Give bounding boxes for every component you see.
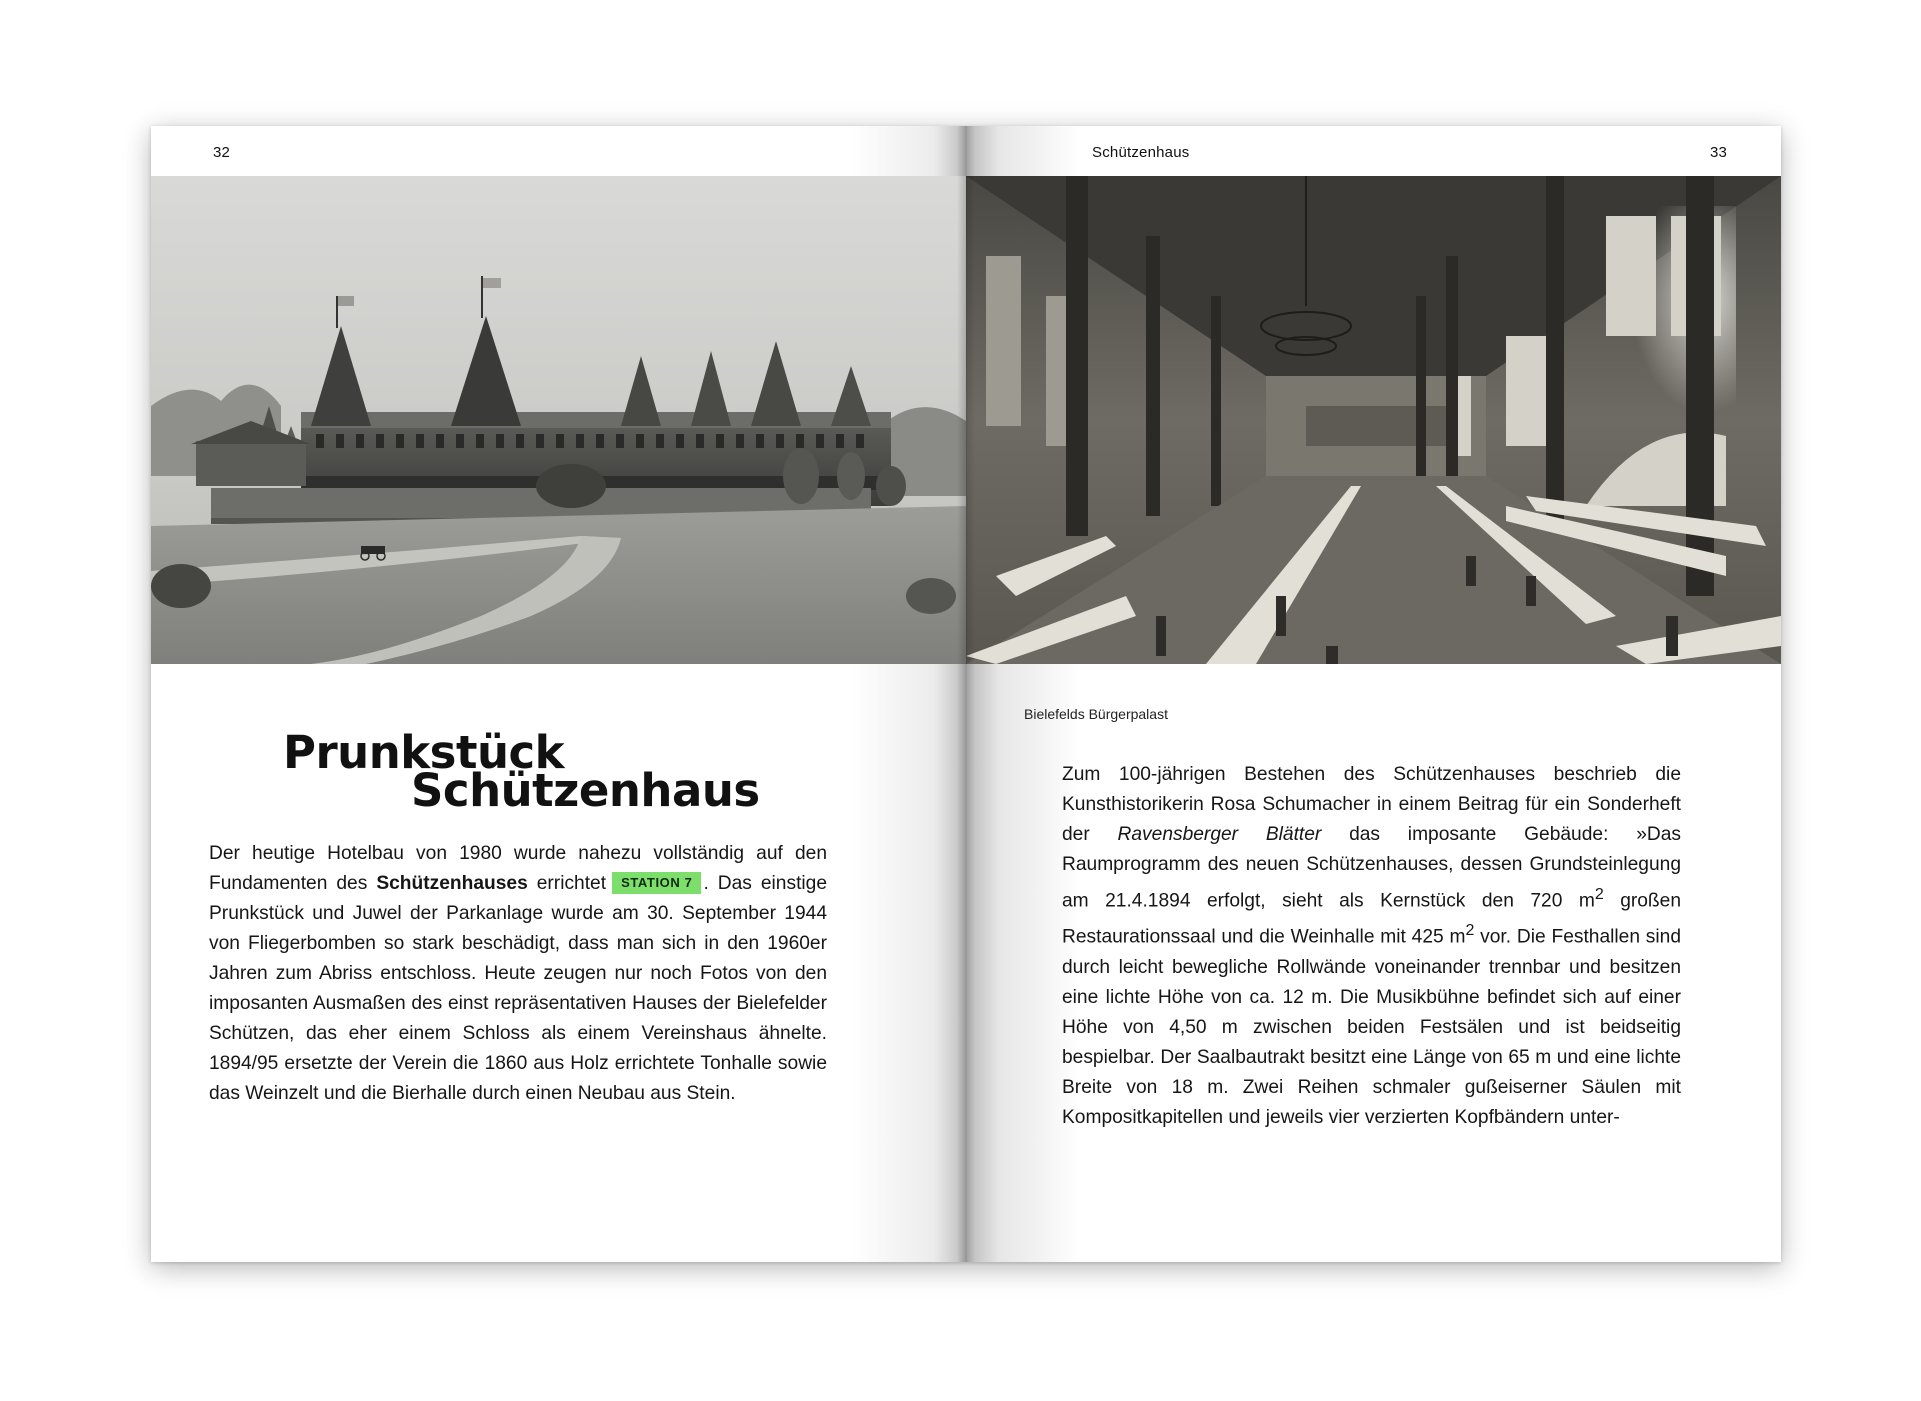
photo-caption: Bielefelds Bürgerpalast [1024,706,1168,722]
page-number-left: 32 [213,144,231,161]
schuetzenhaus-exterior-illustration [151,176,966,664]
right-text-part2: das imposante Gebäude: »Das Raumprogramm des neuen Schützenhauses, dessen Grundsteinlegung am 21.4.1894 erfolgt, sieht als Kernstück den 720 m [1062,824,1681,912]
right-text-part3: großen Restaurationssaal und die Weinhalle mit 425 m [1062,890,1681,948]
superscript-square-1: 2 [1594,886,1604,903]
right-page [966,126,1781,1262]
bold-schuetzenhauses: Schützenhauses [376,873,528,894]
left-text-errichtet: errichtet [527,873,607,894]
left-page [151,126,966,1262]
right-text-part4: vor. Die Festhallen sind durch leicht bewegliche Rollwände voneinander trennbar und besitzen eine lichte Höhe von ca. 12 m. Die Musikbühne befindet sich auf einer Höhe von 4,50 m zwischen beiden Festsälen und ist beidseitig bespielbar. Der Saalbautrakt besitzt eine Länge von 65 m und eine lichte Breite von 18 m. Zwei Reihen schmaler gußeiserner Säulen mit Kompositkapitellen und jeweils vier verzierten Kopfbändern unter- [1062,926,1681,1128]
exterior-illustration-art [151,176,966,664]
left-body-text [209,839,827,1109]
book-spread [151,126,1781,1262]
left-text-intro: Der heutige Hotelbau von 1980 wurde nahezu vollständig auf den Fundamenten des [209,843,827,894]
superscript-square-2: 2 [1465,922,1475,940]
right-body-text [1062,760,1681,1133]
title-line-1: Prunkstück [283,726,565,779]
festsaal-interior-photo [966,176,1781,664]
running-header: Schützenhaus [1092,144,1190,161]
title-line-2: Schützenhaus [411,764,760,817]
station-7-badge: STATION 7 [612,872,701,894]
publication-name: Ravensberger Blätter [1117,824,1322,845]
page-number-right: 33 [1710,144,1728,161]
left-paragraph [209,839,827,1109]
right-text-part1: Zum 100-jährigen Bestehen des Schützenhauses beschrieb die Kunsthistorikerin Rosa Schumacher in einem Beitrag für ein Sonderheft der [1062,764,1681,845]
interior-photo-art [966,176,1781,664]
left-text-rest: . Das einstige Prunkstück und Juwel der Parkanlage wurde am 30. September 1944 von Fliegerbomben so stark beschädigt, dass man sich in den 1960er Jahren zum Abriss entschloss. Heute zeugen nur noch Fotos von den imposanten Ausmaßen des einst repräsentativen Hauses der Bielefelder Schützen, das eher einem Schloss als einem Vereinshaus ähnelte. 1894/95 ersetzte der Verein die 1860 aus Holz errichtete Tonhalle sowie das Weinzelt und die Bierhalle durch einen Neubau aus Stein. [209,873,827,1104]
article-title [283,726,760,817]
right-paragraph [1062,760,1681,1133]
